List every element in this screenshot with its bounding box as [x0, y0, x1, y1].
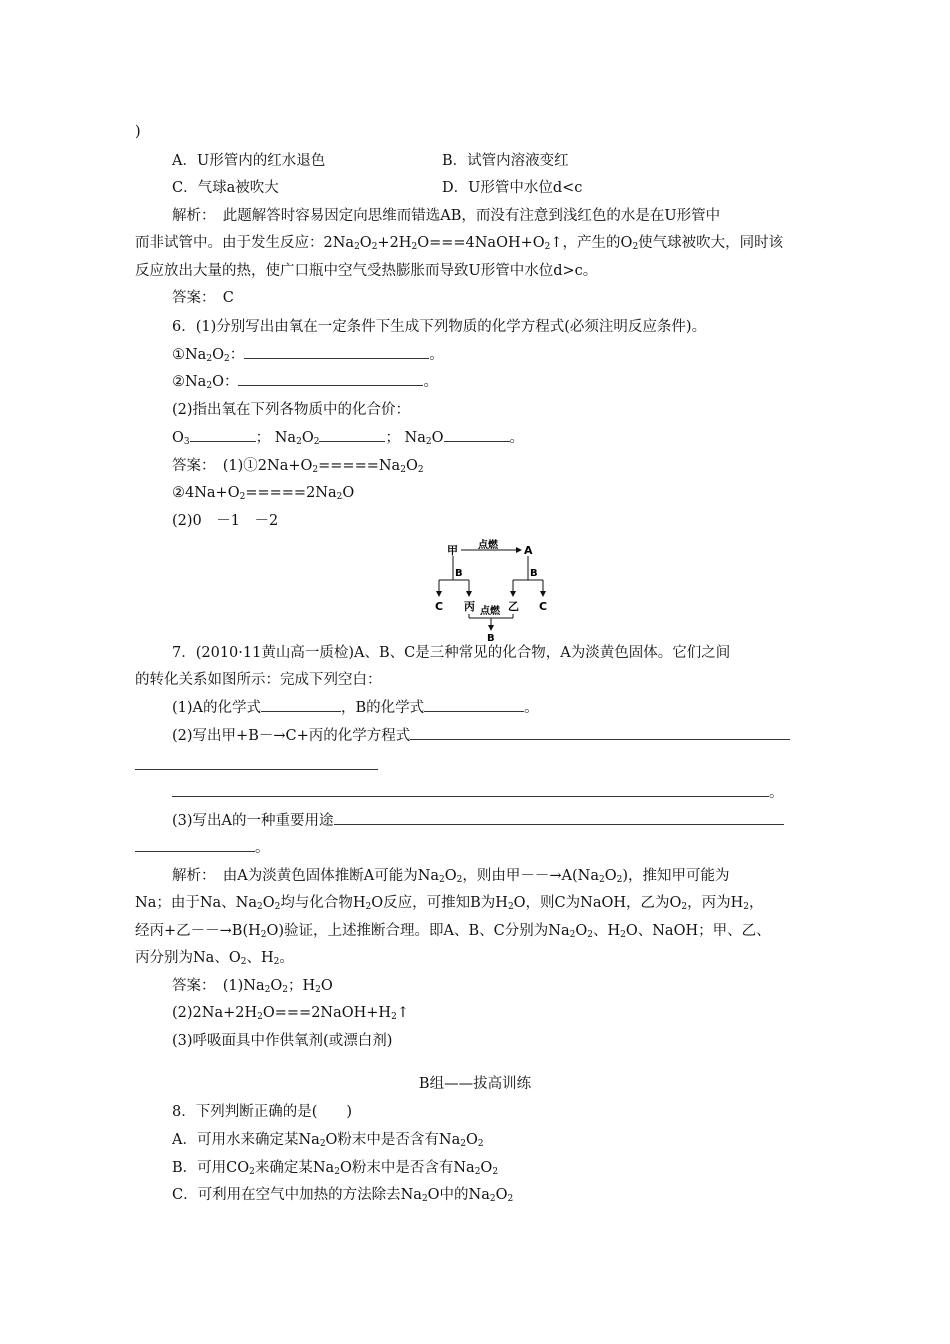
answer-blank[interactable]: [410, 726, 790, 740]
continued-paren: ): [135, 124, 141, 140]
diagram-c-left: C: [435, 600, 444, 613]
q6-answer-3: (2)0 －1 －2: [172, 513, 279, 529]
answer-blank[interactable]: [135, 838, 255, 852]
answer-blank[interactable]: [244, 345, 429, 359]
q7-stem-2: 的转化关系如图所示：完成下列空白：: [135, 672, 382, 688]
diagram-dianran-top: 点燃: [478, 540, 498, 551]
q5-answer: 答案： C: [172, 290, 234, 306]
q7-analysis-1: 解析： 由A为淡黄色固体推断A可能为$Na_2O_2$，则由甲$--\to A(Na_2O_2)$，推知甲可能为: [172, 868, 730, 885]
diagram-jia: 甲: [447, 544, 458, 557]
q8-option-c: C．可利用在空气中加热的方法除去$Na_2O$中的$Na_2O_2$: [172, 1187, 514, 1204]
q7-stem-1: 7．(2010·11黄山高一质检)A、B、C是三种常见的化合物，A为淡黄色固体。它们之间: [172, 645, 731, 661]
q7-analysis-2: Na；由于Na、$Na_2O_2$均与化合物$H_2O$反应，可推知B为$H_2O$，则C为NaOH，乙为$O_2$，丙为$H_2$，: [135, 895, 764, 912]
q6-stem: 6．(1)分别写出由氧在一定条件下生成下列物质的化学方程式(必须注明反应条件)。: [172, 319, 707, 335]
q7-analysis-3: 经丙+乙$--\to B(H_2O)$验证，上述推断合理。即A、B、C分别为$Na_2O_2$、$H_2O$、NaOH；甲、乙、: [135, 923, 771, 940]
diagram-dianran-bottom: 点燃: [480, 606, 500, 617]
q8-stem: 8．下列判断正确的是( ): [172, 1104, 353, 1120]
q5-option-b: B．试管内溶液变红: [442, 153, 569, 169]
answer-blank[interactable]: [172, 783, 769, 797]
q7-answer-3: (3)呼吸面具中作供氧剂(或漂白剂): [172, 1033, 393, 1049]
q7-part3-cont: 。: [135, 838, 270, 858]
answer-blank[interactable]: [444, 428, 510, 442]
q5-analysis-line2: 而非试管中。由于发生反应：$2Na_2O_2+2H_2O===4NaOH+O_2↑$，产生的$O_2$使气球被吹大，同时该: [135, 235, 784, 252]
q7-part3: (3)写出A的一种重要用途: [172, 811, 784, 831]
diagram-yi: 乙: [508, 600, 519, 613]
q5-analysis-line3: 反应放出大量的热，使广口瓶中空气受热膨胀而导致U形管中水位d>c。: [135, 263, 598, 279]
answer-blank-line[interactable]: [135, 769, 378, 770]
q7-part1: (1)A的化学式 ，B的化学式 。: [172, 700, 539, 716]
diagram-b-left: B: [455, 568, 463, 579]
answer-blank[interactable]: [190, 428, 256, 442]
diagram-a: A: [524, 544, 533, 557]
answer-blank[interactable]: [319, 428, 385, 442]
answer-blank[interactable]: [238, 372, 423, 386]
diagram-bing: 丙: [464, 600, 475, 613]
q6-sub2: (2)指出氧在下列各物质中的化合价：: [172, 402, 411, 418]
q7-part2: (2)写出甲+B－→C+丙的化学方程式: [172, 726, 790, 746]
answer-blank[interactable]: [261, 698, 341, 712]
q6-item2: $②Na_2O$： 。: [172, 374, 438, 391]
q5-option-d: D．U形管中水位d<c: [442, 180, 583, 196]
q6-answer-2: $②4Na+O_2=====2Na_2O$: [172, 485, 355, 502]
q6-answer-1: 答案： $(1)①2Na+O_2=====Na_2O_2$: [172, 458, 424, 475]
diagram-b-bottom: B: [487, 633, 495, 643]
q6-valence-line: $O_3$ ； $Na_2O_2$ ； $Na_2O$ 。: [172, 430, 525, 447]
q8-option-a: A．可用水来确定某$Na_2O$粉末中是否含有$Na_2O_2$: [172, 1132, 484, 1149]
q5-analysis-line1: 解析： 此题解答时容易因定向思维而错选AB，而没有注意到浅红色的水是在U形管中: [172, 208, 721, 224]
conversion-diagram: [425, 538, 560, 643]
answer-blank[interactable]: [334, 811, 784, 825]
section-b-title: B组——拔高训练: [418, 1076, 532, 1092]
q7-part2-cont: 。: [172, 783, 784, 803]
diagram-b-right: B: [530, 568, 538, 579]
q6-item1: $①Na_2O_2$： 。: [172, 347, 444, 364]
answer-blank[interactable]: [424, 698, 524, 712]
q7-analysis-4: 丙分别为Na、$O_2$、$H_2$。: [135, 950, 294, 967]
q5-option-a: A．U形管内的红水退色: [172, 153, 326, 169]
diagram-c-right: C: [539, 600, 548, 613]
q5-option-c: C．气球a被吹大: [172, 180, 279, 196]
q8-option-b: B．可用$CO_2$来确定某$Na_2O$粉末中是否含有$Na_2O_2$: [172, 1160, 499, 1177]
q7-answer-2: $(2)2Na+2H_2O===2NaOH+H_2↑$: [172, 1005, 409, 1022]
q7-answer-1: 答案： $(1)Na_2O_2$；$H_2O$: [172, 978, 333, 995]
